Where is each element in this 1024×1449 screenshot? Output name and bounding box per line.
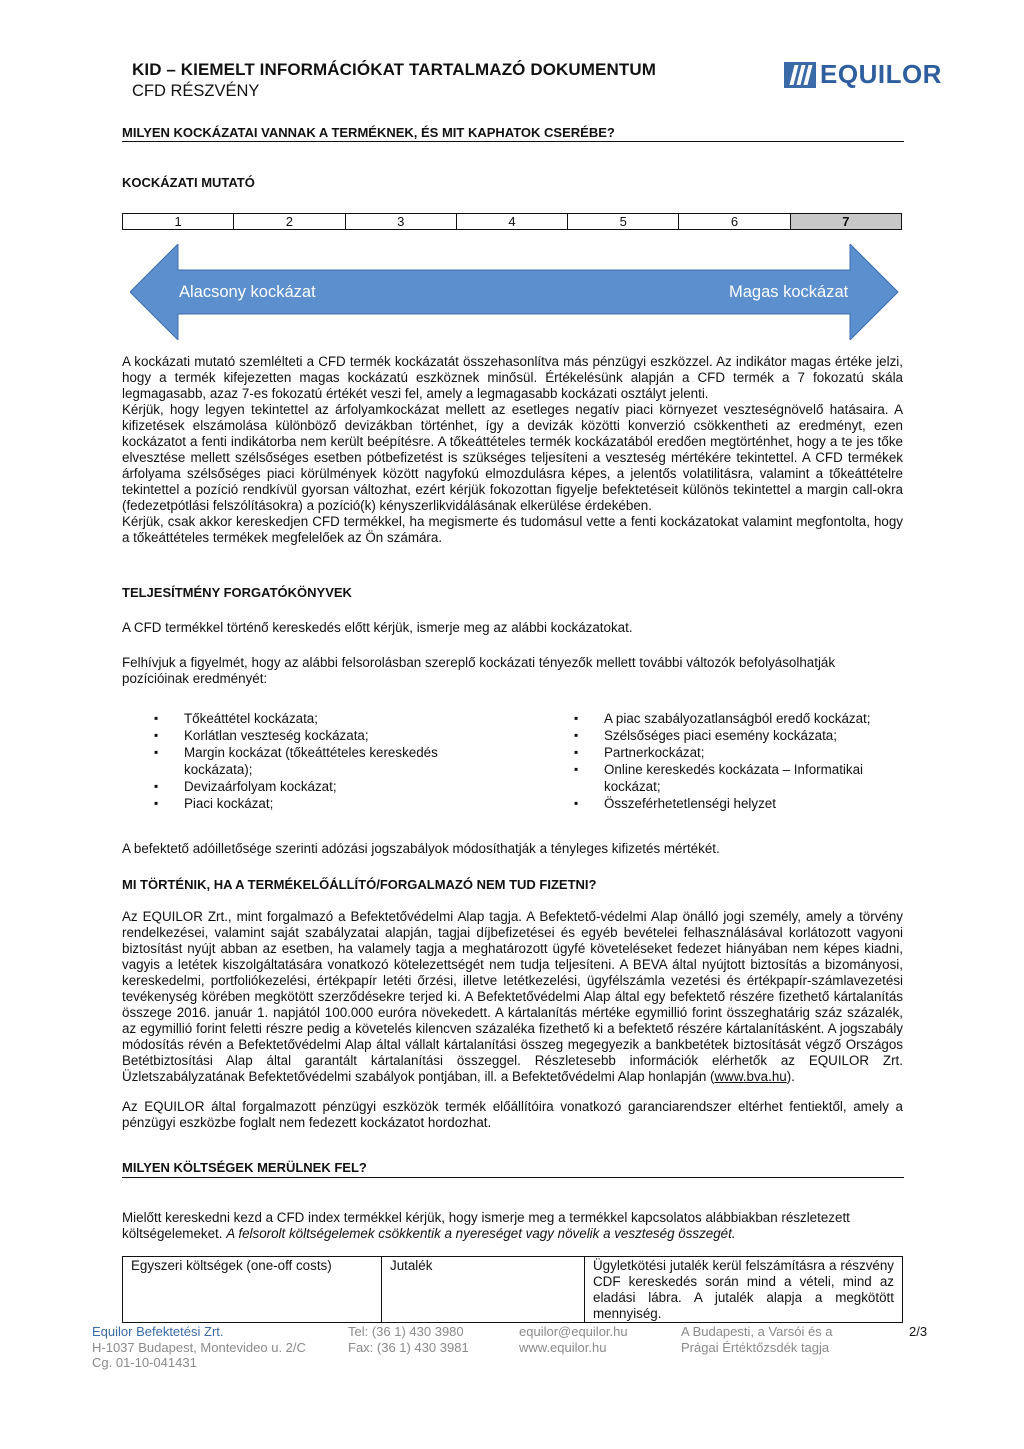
- footer-company: Equilor Befektetési Zrt.: [92, 1324, 224, 1339]
- risk-scale-cell: 2: [234, 214, 345, 229]
- low-risk-label: Alacsony kockázat: [179, 283, 316, 301]
- document-subtitle: CFD RÉSZVÉNY: [132, 82, 260, 100]
- footer-fax: Fax: (36 1) 430 3981: [348, 1339, 469, 1355]
- list-item: ▪ Szélsőséges piaci esemény kockázata;: [574, 727, 894, 744]
- tax-note: A befektető adóilletősége szerinti adózási jogszabályok módosíthatják a tényleges kifizetés mértékét.: [122, 841, 720, 856]
- risk-scale-cell: 6: [679, 214, 790, 229]
- section-heading-costs: MILYEN KÖLTSÉGEK MERÜLNEK FEL?: [122, 1160, 367, 1175]
- risk-scale-cell: 1: [123, 214, 234, 229]
- guarantee-paragraph: Az EQUILOR által forgalmazott pénzügyi eszközök termék előállítóira vonatkozó garanciarendszer eltérhet fentiektől, amely a pénzügyi eszközbe foglalt nem fedezett kockázatot hordozhat.: [122, 1099, 903, 1130]
- section-divider: [122, 141, 904, 142]
- list-item: ▪ Online kereskedés kockázata – Informatikai kockázat;: [574, 761, 894, 795]
- footer-email[interactable]: equilor@equilor.hu: [519, 1324, 628, 1339]
- section-divider: [122, 1177, 904, 1178]
- risk-scale-cell: 4: [457, 214, 568, 229]
- list-item: ▪ A piac szabályozatlanságból eredő kockázat;: [574, 710, 894, 727]
- risk-indicator-heading: KOCKÁZATI MUTATÓ: [122, 175, 255, 190]
- footer-exchange-1: A Budapesti, a Varsói és a: [681, 1324, 833, 1339]
- logo-mark-icon: [784, 62, 816, 88]
- footer-registration: Cg. 01-10-041431: [92, 1355, 197, 1370]
- risk-scale: [122, 213, 902, 230]
- footer-company-block: [92, 1324, 306, 1371]
- risk-paragraph-3: Kérjük, csak akkor kereskedjen CFD termékkel, ha megismerte és tudomásul vette a fenti kockázatokat valamint megfontolta, hogy a tőkeáttételes termékek megfelelőek az Ön számára.: [122, 514, 903, 545]
- footer-address: H-1037 Budapest, Montevideo u. 2/C: [92, 1339, 306, 1355]
- high-risk-label: Magas kockázat: [729, 283, 849, 301]
- risk-paragraph-1: A kockázati mutató szemlélteti a CFD termék kockázatát összehasonlítva más pénzügyi eszközzel. Az indikátor magas értéke jelzi, hogy a termék kifejezetten magas kockázatú eszköznek minősül. Értékelésünk alapján a CFD termék a 7 fokozatú skála legmagasabb, azaz 7-es fokozatú értékét veszi fel, amely a legmagasabb kockázati osztályt jelenti.: [122, 354, 903, 401]
- list-item: ▪ Margin kockázat (tőkeáttételes kereskedés kockázata);: [154, 744, 464, 778]
- section-heading-default: MI TÖRTÉNIK, HA A TERMÉKELŐÁLLÍTÓ/FORGALMAZÓ NEM TUD FIZETNI?: [122, 877, 597, 892]
- list-item: ▪ Korlátlan veszteség kockázata;: [154, 727, 464, 744]
- page-number: 2/3: [909, 1324, 928, 1339]
- list-item: ▪ Tőkeáttétel kockázata;: [154, 710, 464, 727]
- footer-phone-block: [348, 1324, 469, 1355]
- bva-paragraph: [122, 909, 903, 1085]
- list-item: ▪ Devizaárfolyam kockázat;: [154, 778, 464, 795]
- footer-exchange-2: Prágai Értéktőzsdék tagja: [681, 1339, 830, 1355]
- risk-scale-cell: 5: [568, 214, 679, 229]
- list-item: ▪ Partnerkockázat;: [574, 744, 894, 761]
- performance-intro-1: A CFD termékkel történő kereskedés előtt kérjük, ismerje meg az alábbi kockázatokat.: [122, 620, 633, 635]
- footer-web[interactable]: www.equilor.hu: [519, 1339, 607, 1355]
- risk-list-right: [574, 710, 894, 812]
- list-item: ▪ Összeférhetetlenségi helyzet: [574, 795, 894, 812]
- document-title: KID – KIEMELT INFORMÁCIÓKAT TARTALMAZÓ DOKUMENTUM: [132, 60, 656, 79]
- cost-table: [122, 1256, 903, 1323]
- logo-text: EQUILOR: [820, 59, 942, 89]
- footer-exchange-block: [681, 1324, 833, 1355]
- cost-intro-italic: A felsorolt költségelemek csökkentik a nyereséget vagy növelik a veszteség összegét.: [226, 1226, 736, 1241]
- bva-text: Az EQUILOR Zrt., mint forgalmazó a Befektetővédelmi Alap tagja. A Befektető-védelmi Alap önálló jogi személy, amely a törvény rendelkezései, valamint saját szabályzatai alapján, tagjai díjbefizetései és egyéb bevételei felhasználásával korlátozott vagyoni biztosítást nyújt abban az esetben, ha valamely tagja a meghatározott ügyfé követeléseket fedezet hiányában nem képes kiadni, vagyis a letétek kiszolgáltatására vonatkozó kötelezettségét nem tudja teljesíteni. A BEVA által nyújtott biztosítás a bizományosi, kereskedelmi, portfoliókezelési, értékpapír letéti őrzési, illetve letétkezelési, ügyfélszámla vezetési és értékpapír-számlavezetési tevékenység körében megkötött szerződésekre terjed ki. A Befektetővédelmi Alap által egy befektető részére fizethető kártalanítás összege 2016. január 1. napjától 100.000 euróra növekedett. A kártalanítás mértéke egymillió forint összeghatárig száz százalék, az egymillió forint feletti részre pedig a követelés kilencven százaléka fizethető ki a befektető részére kártalanításként. A jogszabály módosítás révén a Befektetővédelmi Alap által vállalt kártalanítási összeg megegyezik a bankbetétek biztosítását végző Országos Betétbiztosítási Alap által garantált kártalanítási összeggel. Részletesebb információk elérhetők az EQUILOR Zrt. Üzletszabályzatának Befektetővédelmi szabályok pontjában, ill. a Befektetővédelmi Alap honlapján (: [122, 909, 903, 1084]
- cost-type-cell: Egyszeri költségek (one-off costs): [123, 1257, 382, 1323]
- table-row: [123, 1257, 903, 1323]
- risk-paragraph-2: Kérjük, hogy legyen tekintettel az árfolyamkockázat mellett az esetleges negatív piaci környezet veszteségnövelő hatásaira. A kifizetések elszámolása különböző devizákban történhet, így a devizák közötti konverzió csökkentheti az eredményt, ezen kockázatot a fenti indikátorba nem került beépítésre. A tőkeáttételes termék kockázatából eredően megtörténhet, hogy a te jes tőke elvesztése mellett szélsőséges esetben pótbefizetést is szükséges teljesíteni a veszteség mértékére tekintettel. A CFD termékek árfolyama szélsőséges piaci körülmények között nagyfokú elmozdulásra képes, a jelentős volatilitásra, valamint a tőkeáttételre tekintettel a pozíció rendkívül gyorsan változhat, ezért kérjük fokozottan figyelje befektetéseit különös tekintettel a margin call-okra (fedezetpótlási felszólításokra) a pozíció(k) kényszerlikvidálásának elkerülése érdekében.: [122, 402, 903, 513]
- cost-intro: [122, 1210, 903, 1242]
- risk-scale-cell: 7: [791, 214, 901, 229]
- footer-contact-block: [519, 1324, 628, 1355]
- cost-item-cell: Jutalék: [382, 1257, 585, 1323]
- list-item: ▪ Piaci kockázat;: [154, 795, 464, 812]
- performance-intro-2: Felhívjuk a figyelmét, hogy az alábbi felsorolásban szereplő kockázati tényezők mellett további változók befolyásolhatják pozícióinak eredményét:: [122, 655, 836, 686]
- equilor-logo: [784, 58, 964, 92]
- risk-scale-cell: 3: [346, 214, 457, 229]
- bva-text-end: ).: [786, 1069, 795, 1084]
- section-heading-performance: TELJESÍTMÉNY FORGATÓKÖNYVEK: [122, 585, 352, 600]
- cost-intro-text: Mielőtt kereskedni kezd a CFD index termékkel kérjük, hogy ismerje meg a termékkel kapcsolatos alábbiakban részletezett költségelemeket.: [122, 1210, 850, 1241]
- risk-list-left: [154, 710, 464, 812]
- section-heading-risks: MILYEN KOCKÁZATAI VANNAK A TERMÉKNEK, ÉS MIT KAPHATOK CSERÉBE?: [122, 125, 615, 140]
- cost-description-cell: Ügyletkötési jutalék kerül felszámításra a részvény CDF kereskedés során mind a vételi, mind az eladási lábra. A jutalék alapja a megkötött mennyiség.: [585, 1257, 903, 1323]
- bva-link[interactable]: www.bva.hu: [714, 1069, 787, 1084]
- footer-tel: Tel: (36 1) 430 3980: [348, 1324, 464, 1339]
